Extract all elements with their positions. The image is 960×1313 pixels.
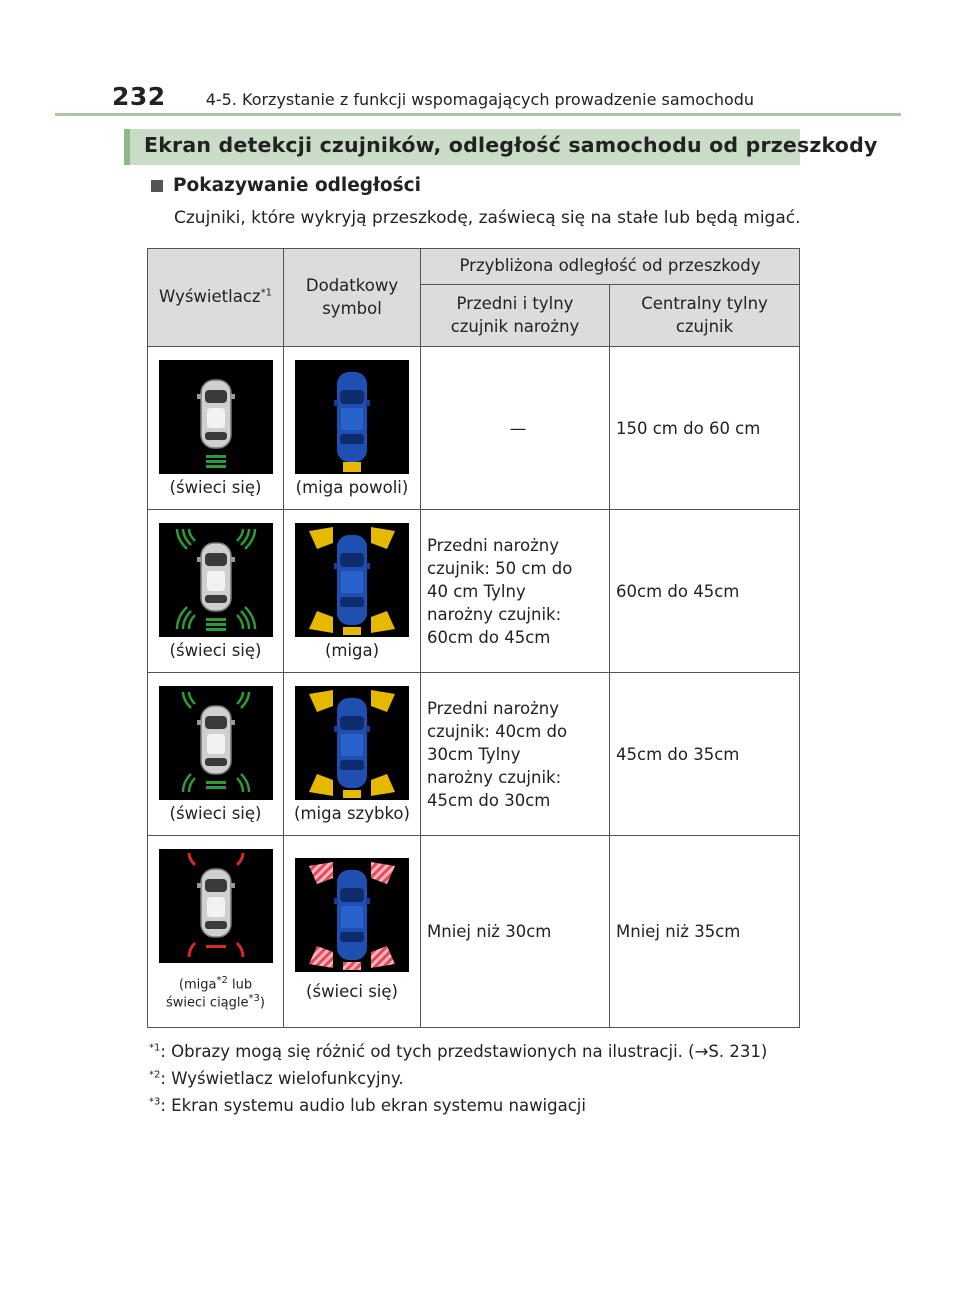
intro-text: Czujniki, które wykryją przeszkodę, zaświecą się na stałe lub będą migać. xyxy=(174,208,801,228)
caption-display: (miga$^{*2}$ lub świeci ciągle$^{*3}$) xyxy=(166,975,265,1011)
display-screen-image xyxy=(159,686,273,800)
running-title: 4-5. Korzystanie z funkcji wspomagających prowadzenie samochodu xyxy=(205,90,755,109)
bullet-square-icon xyxy=(151,180,163,192)
caption-symbol: (miga) xyxy=(324,641,380,660)
section-banner xyxy=(124,129,878,165)
section-title: Ekran detekcji czujników, odległość samochodu od przeszkody xyxy=(144,133,878,157)
caption-display: (świeci się) xyxy=(169,478,262,497)
distance-table xyxy=(147,248,800,1028)
corner-distance: Mniej niż 30cm xyxy=(421,836,610,1028)
rear-indicator-icon xyxy=(343,462,361,472)
display-screen-image xyxy=(159,360,273,474)
header-center: Centralny tylny czujnik xyxy=(610,285,800,347)
header-symbol: Dodatkowy symbol xyxy=(284,249,421,347)
header-corner: Przedni i tylny czujnik narożny xyxy=(421,285,610,347)
footnote-2: $^{*2}$: Wyświetlacz wielofunkcyjny. xyxy=(149,1069,404,1088)
symbol-image xyxy=(295,523,409,637)
page-header xyxy=(112,82,754,111)
caption-display: (świeci się) xyxy=(169,804,262,823)
table-row xyxy=(148,510,800,673)
center-distance: Mniej niż 35cm xyxy=(610,836,800,1028)
display-screen-image xyxy=(159,523,273,637)
header-display: Wyświetlacz$^{*1}$ xyxy=(148,249,284,347)
caption-symbol: (miga powoli) xyxy=(295,478,409,497)
header-distance: Przybliżona odległość od przeszkody xyxy=(421,249,800,285)
corner-distance: — xyxy=(421,347,610,510)
table-row xyxy=(148,347,800,510)
rear-center-sensor-green-icon xyxy=(206,455,226,468)
center-distance: 45cm do 35cm xyxy=(610,673,800,836)
corner-distance: Przedni narożny czujnik: 40cm do 30cm Tylny narożny czujnik: 45cm do 30cm xyxy=(421,673,610,836)
center-distance: 60cm do 45cm xyxy=(610,510,800,673)
footnote-1: $^{*1}$: Obrazy mogą się różnić od tych przedstawionych na ilustracji. (→S. 231) xyxy=(149,1042,768,1061)
corner-distance: Przedni narożny czujnik: 50 cm do 40 cm Tylny narożny czujnik: 60cm do 45cm xyxy=(421,510,610,673)
table-row xyxy=(148,836,800,1028)
caption-symbol: (świeci się) xyxy=(306,982,398,1001)
symbol-image xyxy=(295,360,409,474)
caption-symbol: (miga szybko) xyxy=(294,804,410,823)
center-distance: 150 cm do 60 cm xyxy=(610,347,800,510)
page-number: 232 xyxy=(112,82,166,111)
table-row xyxy=(148,673,800,836)
subheading-text: Pokazywanie odległości xyxy=(173,175,421,196)
symbol-image xyxy=(295,686,409,800)
caption-display: (świeci się) xyxy=(169,641,262,660)
display-screen-image xyxy=(159,849,273,963)
subheading xyxy=(151,175,421,196)
symbol-image xyxy=(295,858,409,972)
header-rule xyxy=(55,113,901,116)
footnote-3: $^{*3}$: Ekran systemu audio lub ekran systemu nawigacji xyxy=(149,1096,586,1115)
